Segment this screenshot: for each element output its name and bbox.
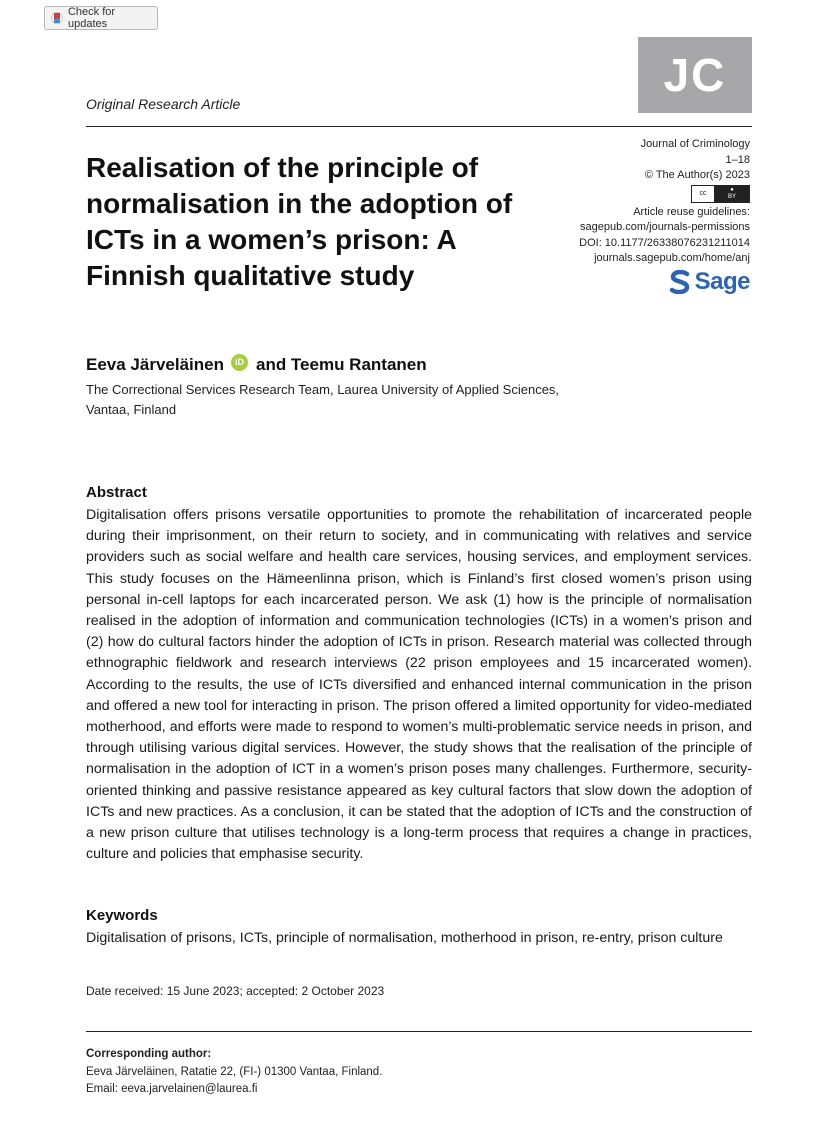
- corresponding-author: [86, 1046, 382, 1099]
- author-first[interactable]: Eeva Järveläinen: [86, 355, 224, 374]
- cc-by-license-badge[interactable]: [691, 185, 750, 203]
- journal-name: Journal of Criminology: [640, 138, 750, 150]
- sage-logo: [669, 267, 750, 295]
- corresponding-email[interactable]: Email: eeva.jarvelainen@laurea.fi: [86, 1083, 258, 1095]
- reuse-link[interactable]: sagepub.com/journals-permissions: [580, 221, 750, 233]
- reuse-label: Article reuse guidelines:: [633, 205, 750, 218]
- journal-meta: [490, 137, 750, 299]
- by-icon: [715, 186, 749, 202]
- cc-icon: cc: [692, 186, 715, 202]
- dates: Date received: 15 June 2023; accepted: 2 October 2023: [86, 984, 385, 998]
- journal-link[interactable]: journals.sagepub.com/home/anj: [594, 252, 750, 264]
- doi[interactable]: DOI: 10.1177/26338076231211014: [579, 236, 750, 249]
- copyright: © The Author(s) 2023: [644, 169, 750, 181]
- author-rest[interactable]: and Teemu Rantanen: [255, 355, 427, 374]
- check-for-updates-label: Check for updates: [67, 6, 116, 30]
- page-range: 1–18: [725, 153, 750, 166]
- check-for-updates-button[interactable]: [44, 6, 158, 30]
- article-type: Original Research Article: [86, 96, 241, 112]
- by-label: BY: [727, 193, 736, 200]
- journal-logo: JC: [638, 37, 752, 113]
- corresponding-address: Eeva Järveläinen, Ratatie 22, (FI-) 01300 Vantaa, Finland.: [86, 1065, 383, 1078]
- article-title: Realisation of the principle of normalisation in the adoption of ICTs in a women’s prison: A Finnish qualitative study: [86, 152, 513, 291]
- footer-divider: [86, 1031, 752, 1032]
- abstract-heading: Abstract: [86, 484, 147, 501]
- keywords-heading: Keywords: [86, 907, 158, 924]
- orcid-icon[interactable]: iD: [231, 354, 248, 371]
- corresponding-label: Corresponding author:: [86, 1048, 212, 1060]
- authors: [86, 355, 427, 375]
- publisher-name: Sage: [694, 267, 750, 295]
- affiliation: The Correctional Services Research Team, Laurea University of Applied Sciences, Vantaa, Finland: [86, 382, 560, 417]
- abstract-text: Digitalisation offers prisons versatile opportunities to promote the rehabilitation of incarcerated people during their imprisonment, on their return to society, and in communicating with relatives and service providers such as social welfare and health care services, housing services, and employment services. This study focuses on the Hämeenlinna prison, which is Finland’s first closed women’s prison using personal in-cell laptops for each incarcerated person. We ask (1) how is the principle of normalisation realised in the adoption of information and communication technologies (ICTs) in a women’s prison and (2) how do cultural factors hinder the adoption of ICTs in prison. Research material was collected through ethnographic fieldwork and research interviews (22 prison employees and 15 incarcerated women). According to the results, the use of ICTs diversified and enhanced internal communication in the prison and offered a new tool for interacting in prison. The prison offered a limited opportunity for video-mediated motherhood, and efforts were made to respond to women’s multi-problematic service needs in prison, and through utilising various digital services. However, the study shows that the realisation of the principle of normalisation in the adoption of ICT in a women’s prison poses many challenges. Furthermore, security-oriented thinking and passive resistance appeared as key cultural factors that slow down the adoption of ICTs and new practices. As a conclusion, it can be stated that the adoption of ICTs and the construction of a new prison culture that utilises technology is a long-term process that requires a change in practices, culture and policies that emphasise security.: [86, 507, 752, 863]
- crossmark-icon: [51, 11, 63, 25]
- header-divider: [86, 126, 752, 127]
- keywords-text: Digitalisation of prisons, ICTs, principle of normalisation, motherhood in prison, re-entry, prison culture: [86, 930, 723, 946]
- person-icon: ●: [730, 186, 734, 193]
- sage-s-icon: [669, 270, 691, 294]
